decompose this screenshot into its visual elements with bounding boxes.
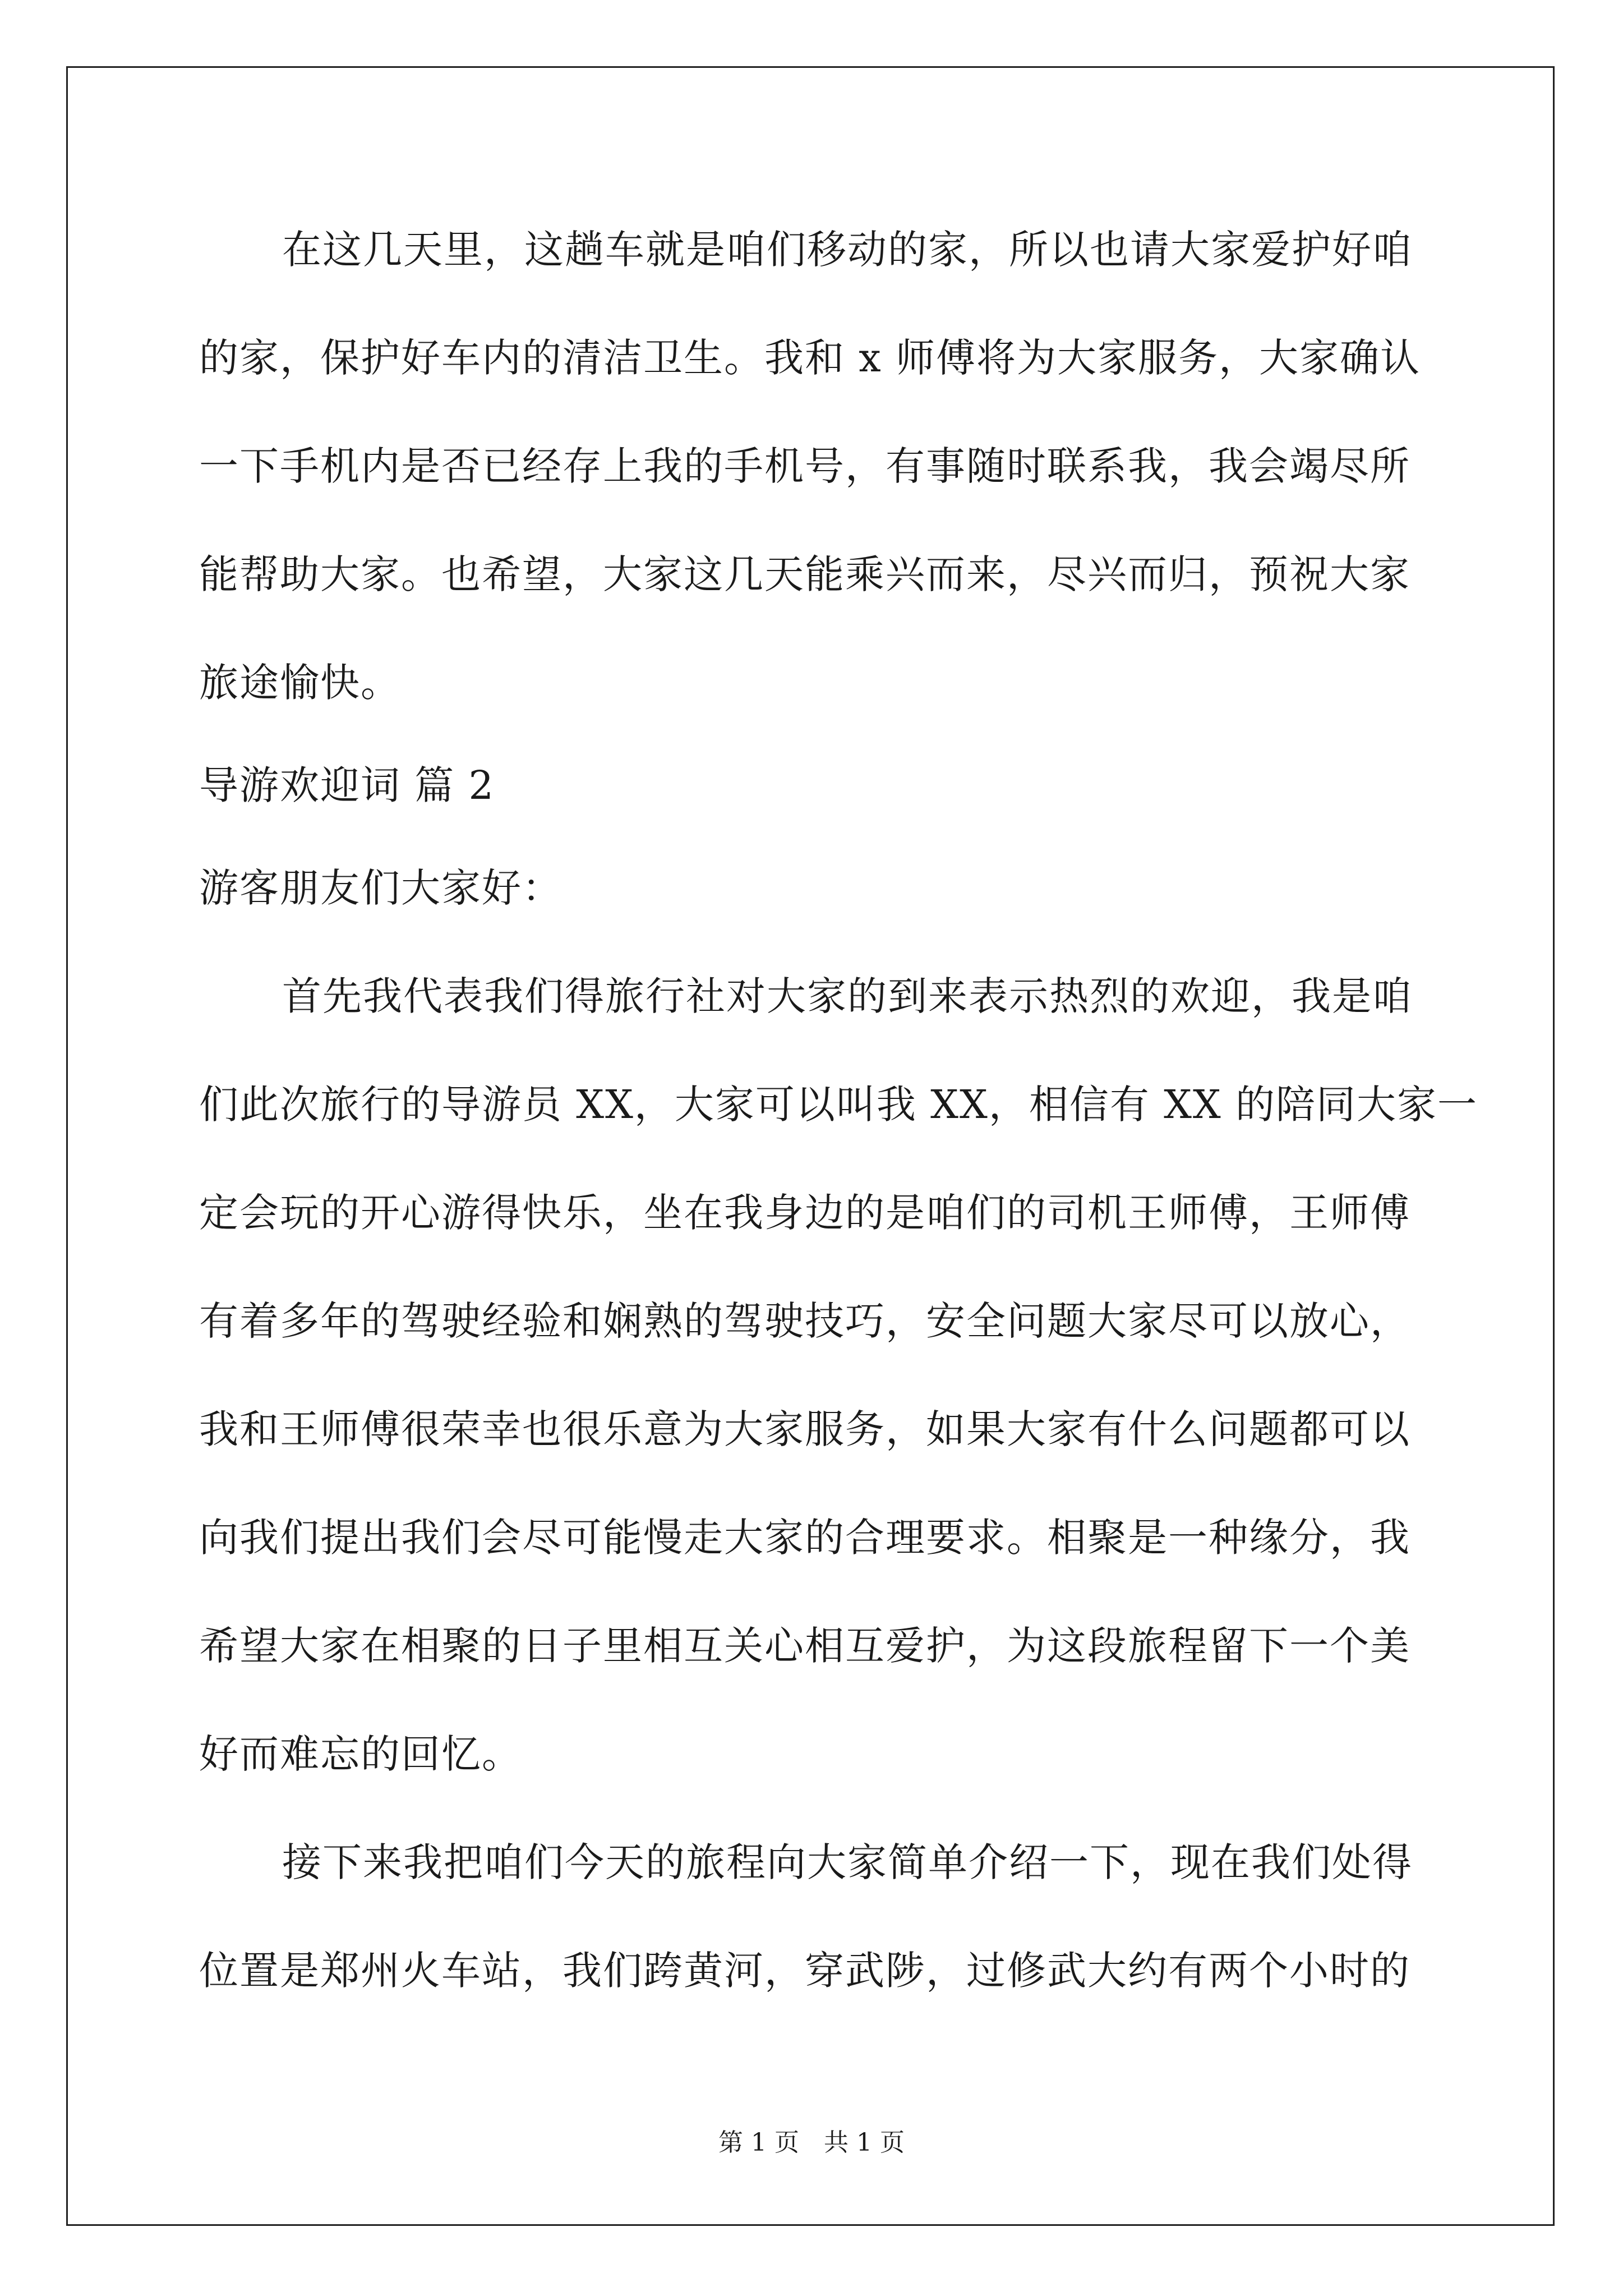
paragraph-line: 的家，保护好车内的清洁卫生。我和 x 师傅将为大家服务，大家确认 — [199, 335, 1421, 381]
salutation: 游客朋友们大家好： — [199, 865, 562, 911]
paragraph-line: 旅途愉快。 — [199, 660, 401, 706]
paragraph-line: 能帮助大家。也希望，大家这几天能乘兴而来，尽兴而归，预祝大家 — [199, 551, 1410, 597]
page-number-footer: 第 1 页 共 1 页 — [718, 2128, 905, 2157]
paragraph-line: 有着多年的驾驶经验和娴熟的驾驶技巧，安全问题大家尽可以放心， — [199, 1298, 1410, 1344]
paragraph-line: 好而难忘的回忆。 — [199, 1731, 522, 1777]
paragraph-line: 一下手机内是否已经存上我的手机号，有事随时联系我，我会竭尽所 — [199, 443, 1410, 489]
paragraph-line: 向我们提出我们会尽可能慢走大家的合理要求。相聚是一种缘分，我 — [199, 1515, 1410, 1561]
section-heading: 导游欢迎词 篇 2 — [199, 762, 495, 808]
paragraph-line: 首先我代表我们得旅行社对大家的到来表示热烈的欢迎，我是咱 — [282, 973, 1413, 1019]
paragraph-line: 接下来我把咱们今天的旅程向大家简单介绍一下，现在我们处得 — [282, 1839, 1413, 1885]
paragraph-line: 希望大家在相聚的日子里相互关心相互爱护，为这段旅程留下一个美 — [199, 1623, 1410, 1669]
page-border — [66, 66, 1555, 2226]
paragraph-line: 位置是郑州火车站，我们跨黄河，穿武陟，过修武大约有两个小时的 — [199, 1948, 1410, 1994]
paragraph-line: 们此次旅行的导游员 XX，大家可以叫我 XX，相信有 XX 的陪同大家一 — [199, 1082, 1478, 1128]
paragraph-line: 定会玩的开心游得快乐，坐在我身边的是咱们的司机王师傅，王师傅 — [199, 1190, 1410, 1236]
paragraph-line: 在这几天里，这趟车就是咱们移动的家，所以也请大家爱护好咱 — [282, 227, 1413, 273]
paragraph-line: 我和王师傅很荣幸也很乐意为大家服务，如果大家有什么问题都可以 — [199, 1406, 1410, 1452]
